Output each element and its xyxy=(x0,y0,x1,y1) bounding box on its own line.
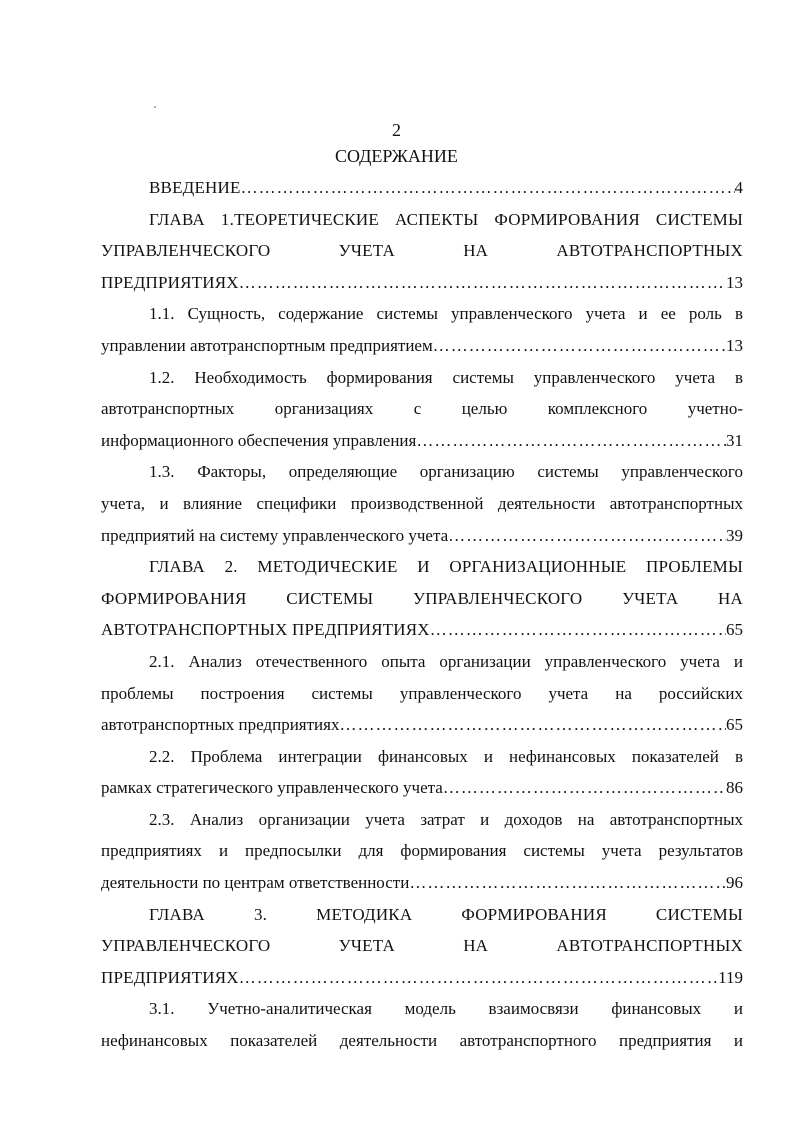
toc-line: нефинансовых показателей деятельности автотранспортного предприятия и xyxy=(101,1031,743,1051)
toc-page-number: 13 xyxy=(726,335,743,355)
toc-line xyxy=(101,172,743,204)
toc-entry-text: деятельности по центрам ответственности xyxy=(101,873,410,893)
toc-page-number: 86 xyxy=(726,778,743,798)
toc-line: 2.3. Анализ организации учета затрат и доходов на автотранспортных xyxy=(149,809,743,829)
toc-line: 1.1. Сущность, содержание системы управленческого учета и ее роль в xyxy=(149,304,743,324)
leader-dots xyxy=(430,614,726,646)
toc-line: проблемы построения системы управленческого учета на российских xyxy=(101,683,743,703)
toc-entry-text: ПРЕДПРИЯТИЯХ xyxy=(101,967,239,987)
scan-speck xyxy=(154,106,156,108)
toc-entry-text: ПРЕДПРИЯТИЯХ xyxy=(101,272,239,292)
toc-line: учета, и влияние специфики производственной деятельности автотранспортных xyxy=(101,493,743,513)
toc-line xyxy=(101,425,743,457)
toc-entry-text: АВТОТРАНСПОРТНЫХ ПРЕДПРИЯТИЯХ xyxy=(101,620,430,640)
toc-line: УПРАВЛЕНЧЕСКОГО УЧЕТА НА АВТОТРАНСПОРТНЫХ xyxy=(101,241,743,261)
leader-dots xyxy=(448,520,726,552)
leader-dots xyxy=(339,709,726,741)
toc-line xyxy=(101,772,743,804)
toc-entry-section-1-2 xyxy=(101,362,743,457)
toc-entry-section-1-1 xyxy=(101,298,743,361)
leader-dots xyxy=(239,267,726,299)
toc-entry-intro xyxy=(101,172,743,204)
toc-line: ГЛАВА 3. МЕТОДИКА ФОРМИРОВАНИЯ СИСТЕМЫ xyxy=(149,904,743,924)
toc-entry-section-1-3 xyxy=(101,456,743,551)
toc-entry-chapter-3 xyxy=(101,899,743,994)
toc-line: ГЛАВА 2. МЕТОДИЧЕСКИЕ И ОРГАНИЗАЦИОННЫЕ ПРОБЛЕМЫ xyxy=(149,557,743,577)
toc-entry-section-2-1 xyxy=(101,646,743,741)
toc-entry-chapter-1 xyxy=(101,204,743,299)
toc-entry-chapter-2 xyxy=(101,551,743,646)
toc-line xyxy=(101,962,743,994)
toc-page-number: 4 xyxy=(734,178,743,197)
toc-entry-text: предприятий на систему управленческого учета xyxy=(101,525,449,545)
toc-line xyxy=(101,520,743,552)
leader-dots xyxy=(409,867,726,899)
toc-line: ГЛАВА 1.ТЕОРЕТИЧЕСКИЕ АСПЕКТЫ ФОРМИРОВАНИЯ СИСТЕМЫ xyxy=(149,209,743,229)
toc-line xyxy=(101,330,743,362)
toc-entry-text: управлении автотранспортным предприятием xyxy=(101,335,433,355)
leader-dots xyxy=(433,330,726,362)
table-of-contents xyxy=(101,172,743,1057)
leader-dots xyxy=(241,172,735,204)
toc-entry-text: автотранспортных предприятиях xyxy=(101,715,340,735)
page-title: СОДЕРЖАНИЕ xyxy=(335,146,458,166)
toc-page-number: 13 xyxy=(726,272,743,292)
toc-line: 2.1. Анализ отечественного опыта организации управленческого учета и xyxy=(149,651,743,671)
toc-line: УПРАВЛЕНЧЕСКОГО УЧЕТА НА АВТОТРАНСПОРТНЫХ xyxy=(101,936,743,956)
toc-page-number: 96 xyxy=(726,873,743,893)
toc-line: 1.2. Необходимость формирования системы управленческого учета в xyxy=(149,367,743,387)
toc-line xyxy=(101,614,743,646)
page-number: 2 xyxy=(392,120,401,140)
leader-dots xyxy=(416,425,726,457)
toc-page-number: 65 xyxy=(726,715,743,735)
toc-line: 2.2. Проблема интеграции финансовых и нефинансовых показателей в xyxy=(149,746,743,766)
toc-page-number: 119 xyxy=(718,967,743,987)
toc-page-number: 39 xyxy=(726,525,743,545)
toc-line xyxy=(101,867,743,899)
toc-entry-section-3-1 xyxy=(101,993,743,1056)
leader-dots xyxy=(443,772,726,804)
toc-line: автотранспортных организациях с целью комплексного учетно- xyxy=(101,399,743,419)
toc-page-number: 65 xyxy=(726,620,743,640)
toc-entry-section-2-2 xyxy=(101,741,743,804)
toc-line: 1.3. Факторы, определяющие организацию системы управленческого xyxy=(149,462,743,482)
toc-entry-section-2-3 xyxy=(101,804,743,899)
toc-entry-text: ВВЕДЕНИЕ xyxy=(149,178,241,197)
toc-entry-text: информационного обеспечения управления xyxy=(101,430,417,450)
toc-line xyxy=(101,709,743,741)
toc-entry-text: рамках стратегического управленческого учета xyxy=(101,778,443,798)
toc-page-number: 31 xyxy=(726,430,743,450)
toc-line: 3.1. Учетно-аналитическая модель взаимосвязи финансовых и xyxy=(149,999,743,1019)
toc-line: ФОРМИРОВАНИЯ СИСТЕМЫ УПРАВЛЕНЧЕСКОГО УЧЕТА НА xyxy=(101,588,743,608)
toc-line xyxy=(101,267,743,299)
leader-dots xyxy=(239,962,718,994)
toc-line: предприятиях и предпосылки для формирования системы учета результатов xyxy=(101,841,743,861)
